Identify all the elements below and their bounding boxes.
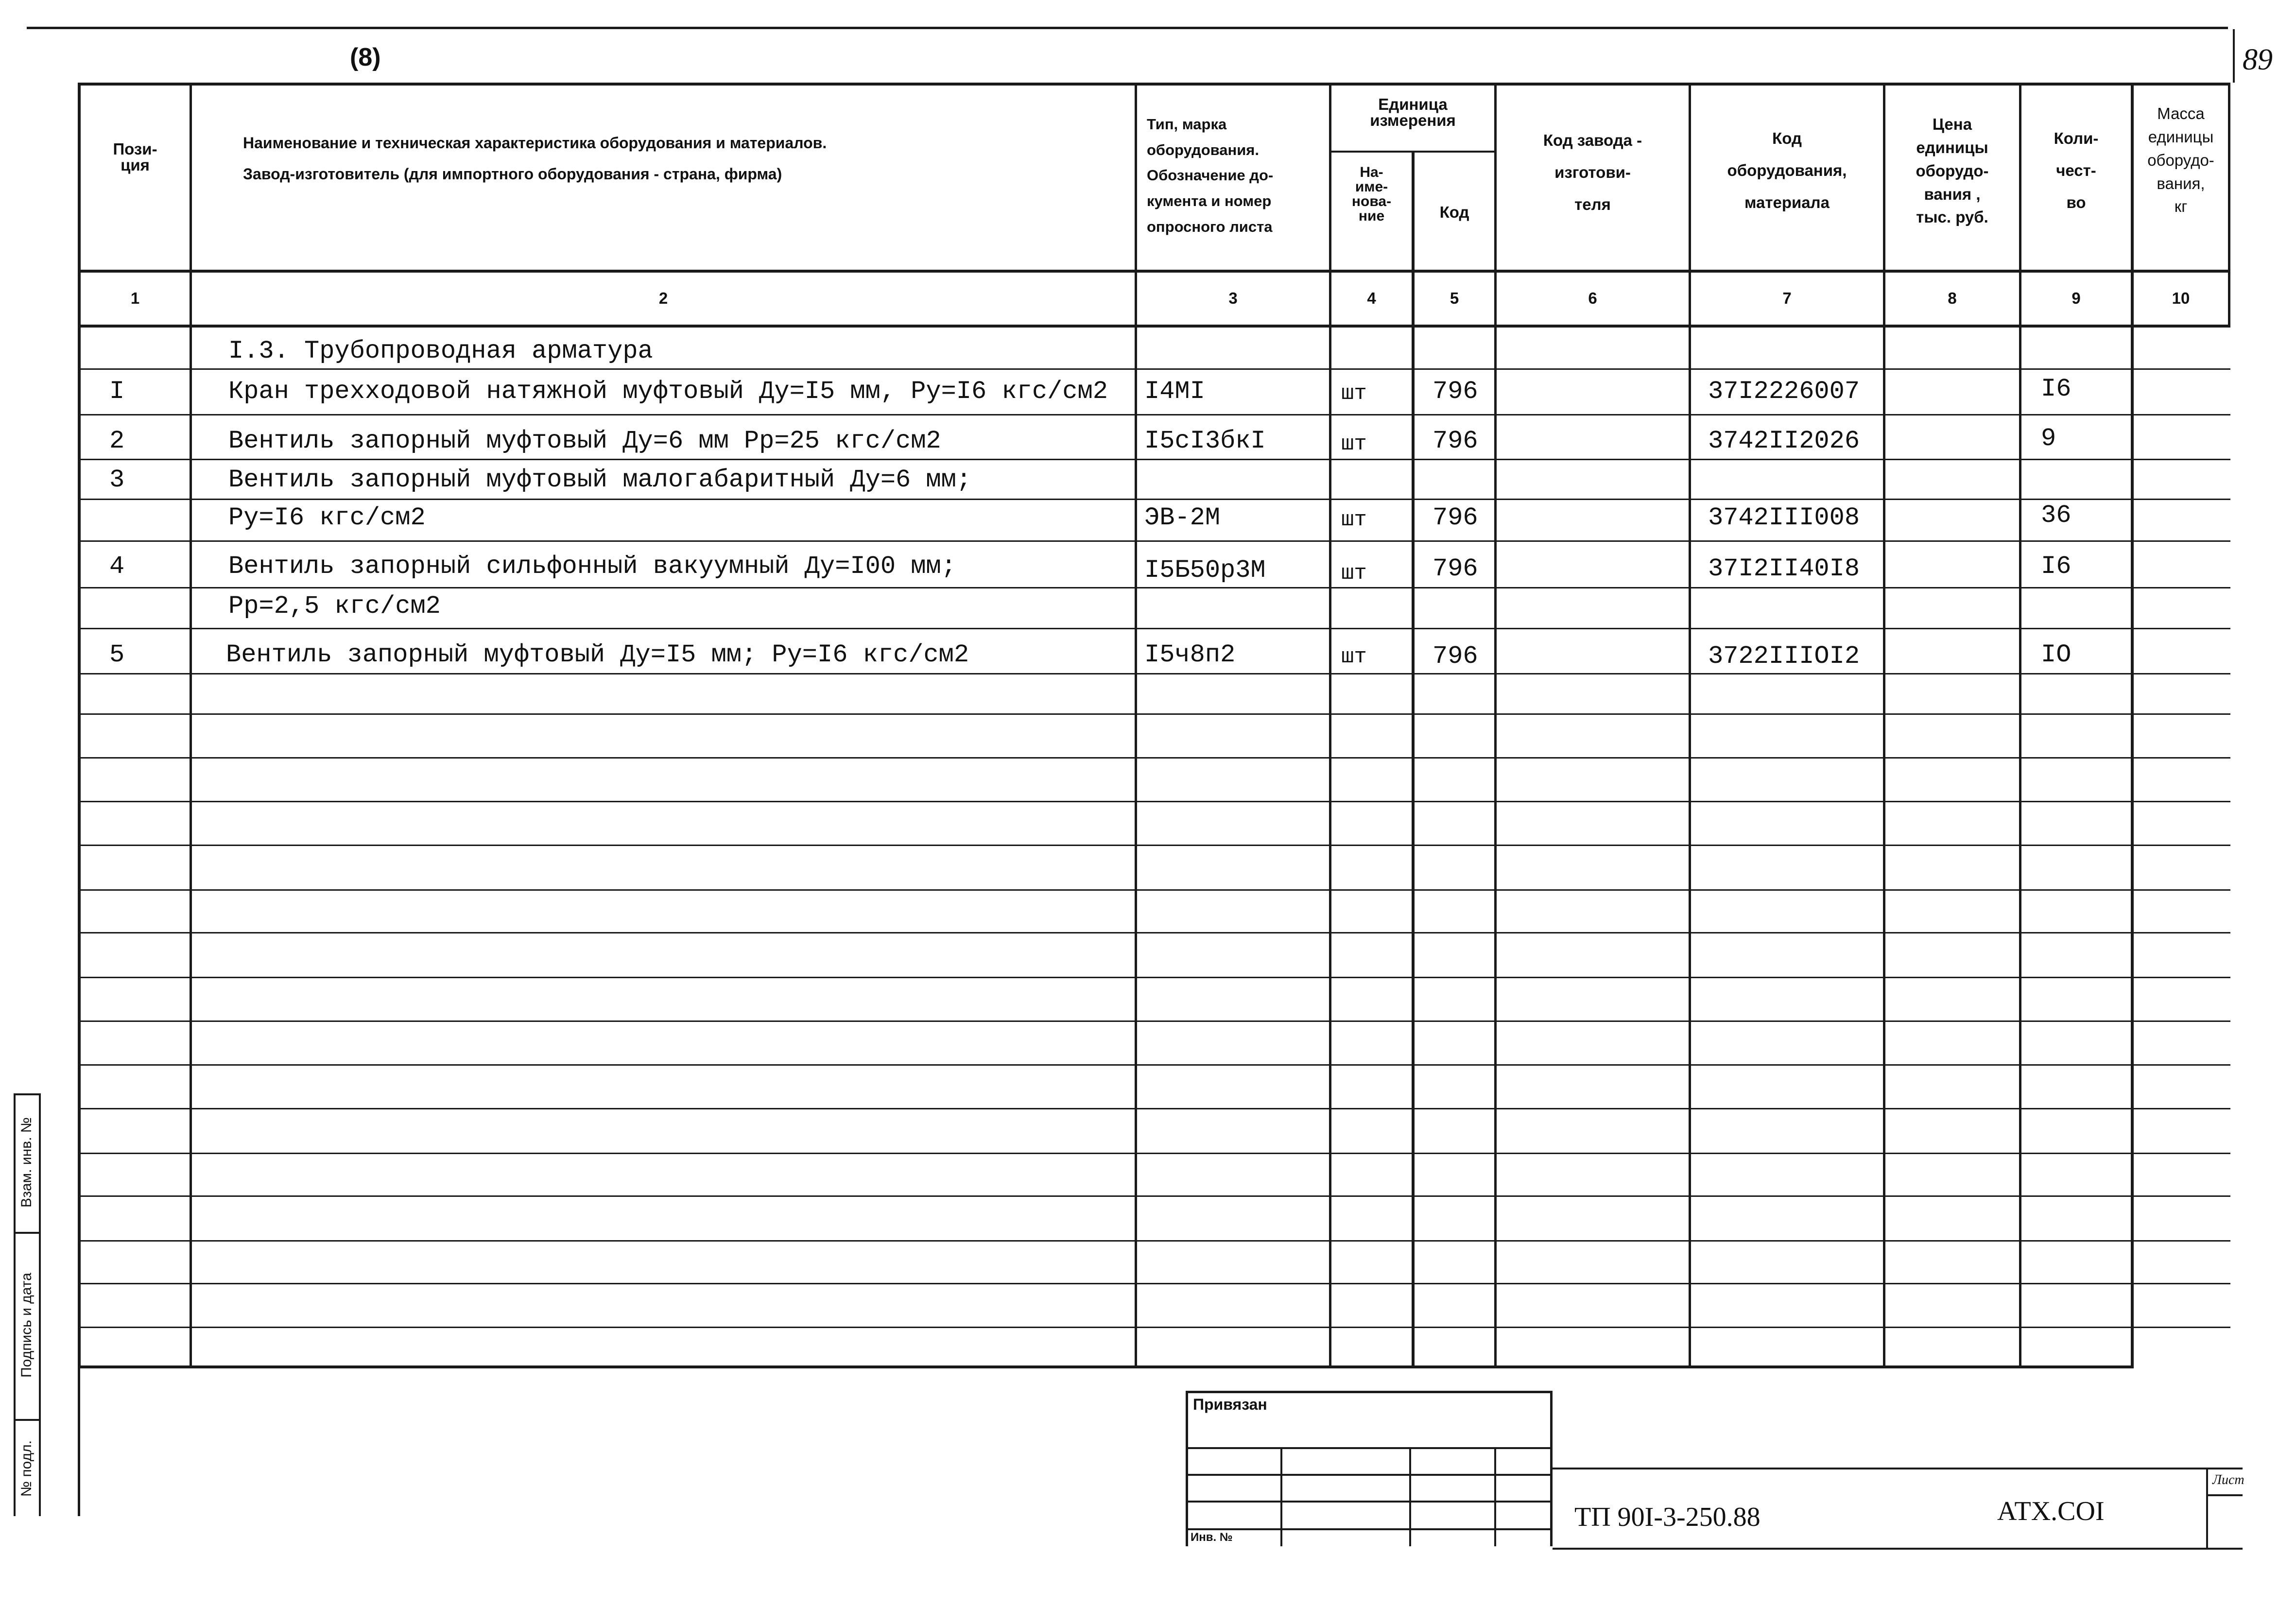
stamp-col-1 bbox=[1280, 1447, 1282, 1546]
row-rule bbox=[78, 977, 2230, 978]
row-5-type: I5Б50р3М bbox=[1144, 556, 1266, 585]
vline-7 bbox=[1883, 83, 1885, 1368]
row-1-unit-code: 796 bbox=[1433, 377, 1478, 406]
top-border bbox=[27, 27, 2228, 29]
vline-6 bbox=[1689, 83, 1691, 1368]
stamp-left bbox=[1186, 1391, 1188, 1546]
row-rule bbox=[78, 1283, 2230, 1284]
row-rule bbox=[78, 368, 2230, 370]
table-colnum-bottom bbox=[78, 325, 2230, 328]
row-1-type: I4МI bbox=[1144, 377, 1205, 406]
col-header-unit-mass: Масса единицы оборудо- вания, кг bbox=[2147, 104, 2214, 216]
side-label-orig-no: № подл. bbox=[18, 1440, 35, 1497]
row-rule bbox=[78, 540, 2230, 542]
row-rule bbox=[78, 713, 2230, 715]
sheet-number: (8) bbox=[350, 43, 381, 71]
vline-3 bbox=[1329, 83, 1331, 1368]
stamp-col-3 bbox=[1494, 1447, 1496, 1546]
col-number-9: 9 bbox=[2072, 289, 2081, 307]
row-rule bbox=[78, 499, 2230, 500]
vline-9 bbox=[2131, 83, 2134, 1368]
vline-8 bbox=[2019, 83, 2021, 1368]
side-label-sign-date: Подпись и дата bbox=[18, 1273, 35, 1378]
row-5-quantity: I6 bbox=[2041, 552, 2072, 581]
row-rule bbox=[78, 414, 2230, 415]
stamp-row-2 bbox=[1186, 1474, 1553, 1476]
col-number-3: 3 bbox=[1228, 289, 1238, 307]
row-5-unit: шт bbox=[1341, 561, 1367, 586]
row-5-position: 4 bbox=[109, 552, 125, 581]
sheet-label: Лист bbox=[2212, 1472, 2244, 1487]
row-7-position: 5 bbox=[109, 640, 125, 669]
row-2-position: 2 bbox=[109, 427, 125, 455]
table-header-bottom bbox=[78, 270, 2230, 273]
row-5-unit-code: 796 bbox=[1433, 554, 1478, 583]
col-number-8: 8 bbox=[1948, 289, 1957, 307]
vline-5 bbox=[1494, 83, 1497, 1368]
row-rule bbox=[78, 757, 2230, 759]
row-rule bbox=[78, 1064, 2230, 1066]
table-top-border bbox=[78, 83, 2230, 86]
row-2-name: Вентиль запорный муфтовый Ду=6 мм Рр=25 кгс/см2 bbox=[228, 427, 941, 455]
col-number-10: 10 bbox=[2172, 289, 2190, 307]
row-4-quantity: 36 bbox=[2041, 501, 2072, 530]
doc-code-line-bottom bbox=[1553, 1548, 2243, 1550]
col-header-plant-code: Код завода - изготови- теля bbox=[1543, 131, 1642, 213]
col-header-type: Тип, марка оборудования. Обозначение до- кумента и номер опросного листа bbox=[1147, 116, 1274, 235]
row-rule bbox=[78, 1327, 2230, 1328]
row-4-unit-code: 796 bbox=[1433, 503, 1478, 532]
row-0-name: I.3. Трубопроводная арматура bbox=[228, 337, 653, 365]
row-2-unit-code: 796 bbox=[1433, 427, 1478, 455]
doc-code-line-top bbox=[1553, 1468, 2243, 1469]
side-stamp-div-1 bbox=[14, 1232, 40, 1234]
row-6-name: Рр=2,5 кгс/см2 bbox=[228, 592, 441, 621]
vline-1 bbox=[190, 83, 192, 1368]
col-header-name: Наименование и техническая характеристика оборудования и материалов. Завод-изготовитель (для импортного оборудования - страна, фирма) bbox=[243, 134, 827, 183]
vline-4 bbox=[1412, 151, 1415, 1368]
row-2-unit: шт bbox=[1341, 432, 1367, 456]
row-4-name: Ру=I6 кгс/см2 bbox=[228, 503, 426, 532]
col-number-1: 1 bbox=[130, 289, 140, 307]
row-rule bbox=[78, 889, 2230, 891]
col-header-position: Пози- ция bbox=[113, 140, 157, 174]
row-2-type: I5сI3бкI bbox=[1144, 427, 1266, 455]
row-3-position: 3 bbox=[109, 466, 125, 494]
side-label-inv-no: Взам. инв. № bbox=[18, 1117, 35, 1208]
col-header-unit-name: На- име- нова- ние bbox=[1351, 164, 1392, 224]
page-number: 89 bbox=[2243, 43, 2273, 76]
row-3-name: Вентиль запорный муфтовый малогабаритный Ду=6 мм; bbox=[228, 466, 972, 494]
row-7-unit: шт bbox=[1341, 645, 1367, 669]
row-2-code: 3742II2026 bbox=[1708, 427, 1860, 455]
col-header-equipment-code: Код оборудования, материала bbox=[1727, 129, 1847, 211]
row-rule bbox=[78, 932, 2230, 933]
stamp-top bbox=[1186, 1391, 1553, 1393]
row-4-unit: шт bbox=[1341, 508, 1367, 532]
row-1-unit: шт bbox=[1341, 381, 1367, 406]
row-7-name: Вентиль запорный муфтовый Ду=I5 мм; Ру=I6 кгс/см2 bbox=[226, 640, 969, 669]
row-rule bbox=[78, 459, 2230, 460]
stamp-col-2 bbox=[1409, 1447, 1411, 1546]
page-number-box-left bbox=[2233, 29, 2235, 83]
vline-10 bbox=[2228, 83, 2230, 326]
col-header-unit-price: Цена единицы оборудо- вания , тыс. руб. bbox=[1916, 115, 1989, 226]
row-5-name: Вентиль запорный сильфонный вакуумный Ду=I00 мм; bbox=[228, 552, 956, 581]
col-number-7: 7 bbox=[1782, 289, 1792, 307]
row-7-unit-code: 796 bbox=[1433, 642, 1478, 671]
row-rule bbox=[78, 673, 2230, 674]
row-1-position: I bbox=[109, 377, 125, 406]
col-number-4: 4 bbox=[1367, 289, 1376, 307]
row-1-name: Кран трехходовой натяжной муфтовый Ду=I5 мм, Ру=I6 кгс/см2 bbox=[228, 377, 1108, 406]
row-rule bbox=[78, 587, 2230, 588]
row-2-quantity: 9 bbox=[2041, 424, 2056, 453]
side-stamp-left-line bbox=[14, 1093, 16, 1516]
row-4-code: 3742III008 bbox=[1708, 503, 1860, 532]
row-4-type: ЭВ-2М bbox=[1144, 503, 1221, 532]
vline-2 bbox=[1135, 83, 1137, 1368]
col-number-6: 6 bbox=[1588, 289, 1597, 307]
col-header-quantity: Коли- чест- во bbox=[2054, 129, 2099, 211]
col-number-5: 5 bbox=[1450, 289, 1459, 307]
row-rule bbox=[78, 1020, 2230, 1022]
row-rule bbox=[78, 1240, 2230, 1242]
sheet-box-left bbox=[2206, 1468, 2208, 1548]
row-5-code: 37I2II40I8 bbox=[1708, 554, 1860, 583]
row-1-code: 37I2226007 bbox=[1708, 377, 1860, 406]
row-7-type: I5ч8п2 bbox=[1144, 640, 1236, 669]
stamp-row-4 bbox=[1186, 1528, 1553, 1530]
side-stamp-top bbox=[14, 1093, 40, 1095]
document-code: ТП 90I-3-250.88 bbox=[1574, 1502, 1761, 1532]
stamp-bound-label: Привязан bbox=[1193, 1396, 1267, 1413]
side-stamp-right-line bbox=[78, 1093, 80, 1516]
col-header-unit-code: Код bbox=[1439, 203, 1469, 221]
document-mark: АТХ.COI bbox=[1997, 1496, 2105, 1526]
stamp-row-1 bbox=[1186, 1447, 1553, 1449]
row-1-quantity: I6 bbox=[2041, 375, 2072, 403]
row-7-code: 3722IIIOI2 bbox=[1708, 642, 1860, 671]
table-bottom-border bbox=[78, 1365, 2133, 1368]
row-rule bbox=[78, 845, 2230, 846]
col-header-unit-group: Единица измерения bbox=[1370, 95, 1456, 129]
row-rule bbox=[78, 1108, 2230, 1109]
row-rule bbox=[78, 1153, 2230, 1154]
stamp-row-3 bbox=[1186, 1501, 1553, 1503]
row-rule bbox=[78, 628, 2230, 629]
row-7-quantity: IO bbox=[2041, 640, 2072, 669]
stamp-inv-label: Инв. № bbox=[1191, 1531, 1233, 1544]
row-rule bbox=[78, 1195, 2230, 1197]
side-stamp-col bbox=[39, 1093, 41, 1516]
sheet-box-mid bbox=[2206, 1494, 2243, 1496]
row-rule bbox=[78, 801, 2230, 802]
col-number-2: 2 bbox=[658, 289, 668, 307]
unit-group-divider bbox=[1329, 151, 1497, 153]
